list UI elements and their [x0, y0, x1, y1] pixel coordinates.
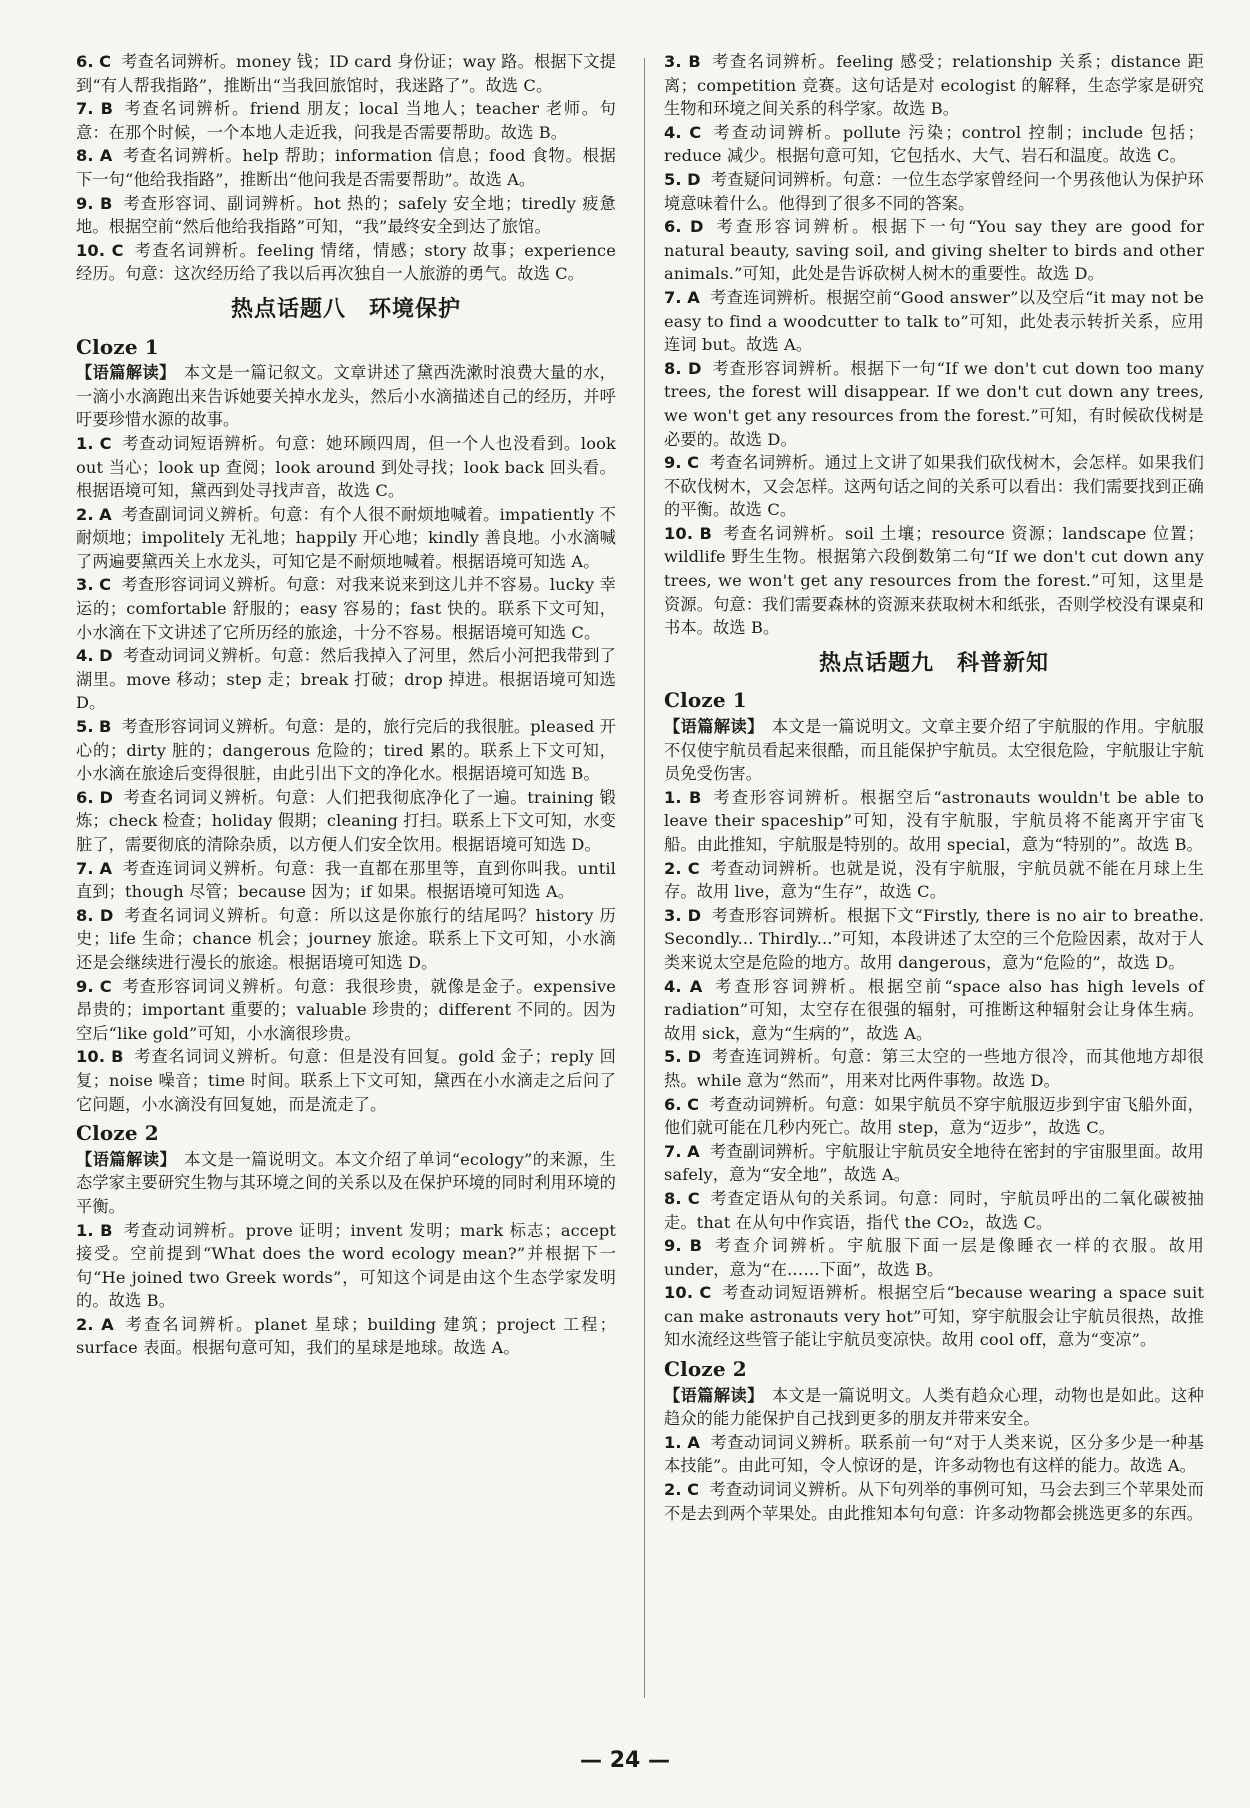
answer-item	[664, 904, 1204, 975]
item-explanation: 考查名词辨析。通过上文讲了如果我们砍伐树木，会怎样。如果我们不砍伐树木，又会怎样。这两句话之间的关系可以看出：我们需要找到正确的平衡。故选 C。	[664, 453, 1204, 520]
item-answer: C	[699, 1283, 712, 1303]
item-number: 6.	[76, 52, 94, 71]
item-answer: D	[99, 905, 114, 925]
item-explanation: 考查连词辨析。句意：第三太空的一些地方很冷，而其他地方却很热。while 意为“然而”，用来对比两件事物。故选 D。	[664, 1047, 1204, 1090]
item-number: 9.	[76, 193, 94, 213]
item-answer: B	[699, 523, 713, 543]
item-number: 10.	[664, 523, 694, 543]
answer-item	[76, 1045, 616, 1116]
answer-item	[664, 522, 1204, 640]
intro-text: 本文是一篇说明文。人类有趋众心理，动物也是如此。这种趋众的能力能保护自己找到更多的朋友并带来安全。	[664, 1385, 1204, 1429]
item-answer: C	[99, 52, 112, 71]
answer-item	[76, 975, 616, 1046]
item-explanation: 考查动词辨析。pollute 污染；control 控制；include 包括；reduce 减少。根据句意可知，它包括水、大气、岩石和温度。故选 C。	[664, 122, 1205, 166]
item-answer: A	[687, 287, 700, 307]
item-number: 8.	[76, 905, 94, 925]
item-number: 8.	[664, 358, 682, 378]
item-explanation: 考查连词辨析。根据空前“Good answer”以及空后“it may not be easy to find a woodcutter to talk to”可知，此处表示转折关系，应用连词 but。故选 A。	[664, 287, 1205, 355]
answer-item	[664, 1431, 1204, 1478]
item-explanation: 考查动词词义辨析。从下句列举的事例可知，马会去到三个苹果处而不是去到两个苹果处。由此推知本句句意：许多动物都会挑选更多的东西。	[664, 1480, 1204, 1523]
item-answer: D	[99, 646, 113, 666]
item-number: 7.	[664, 1141, 682, 1161]
item-answer: A	[687, 1141, 700, 1161]
item-explanation: 考查名词辨析。planet 星球；building 建筑；project 工程；surface 表面。根据句意可知，我们的星球是地球。故选 A。	[76, 1314, 617, 1358]
intro-tag: 【语篇解读】	[664, 1385, 764, 1405]
item-explanation: 考查副词辨析。宇航服让宇航员安全地待在密封的宇宙服里面。故用 safely，意为“安全地”，故选 A。	[664, 1141, 1205, 1185]
item-explanation: 考查疑问词辨析。句意：一位生态学家曾经问一个男孩他认为保护环境意味着什么。他得到了很多不同的答案。	[664, 169, 1205, 213]
item-number: 3.	[664, 905, 682, 925]
answer-item	[76, 144, 616, 191]
answer-item	[76, 644, 616, 715]
item-explanation: 考查动词辨析。也就是说，没有宇航服，宇航员就不能在月球上生存。故用 live，意为“生存”，故选 C。	[664, 858, 1205, 902]
item-number: 5.	[664, 1047, 682, 1067]
item-answer: D	[690, 217, 704, 237]
item-explanation: 考查名词辨析。feeling 感受；relationship 关系；distance 距离；competition 竞赛。这句话是对 ecologist 的解释，生态学家是研究生物和环境之间关系的科学家。故选 B。	[664, 52, 1204, 119]
cloze-heading: Cloze 2	[664, 1357, 747, 1382]
answer-item	[664, 786, 1204, 857]
right-cloze2-items	[664, 1431, 1204, 1525]
topic-title-science: 热点话题九 科普新知	[818, 650, 1049, 676]
item-number: 6.	[664, 217, 682, 237]
item-explanation: 考查副词词义辨析。句意：有个人很不耐烦地喊着。impatiently 不耐烦地；impolitely 无礼地；happily 开心地；kindly 善良地。小水滴喊了两遍要黛西关上水龙头，可知它是不耐烦地喊着。根据语境可知选 A。	[76, 504, 616, 571]
intro-text: 本文是一篇说明文。文章主要介绍了宇航服的作用。宇航服不仅使宇航员看起来很酷，而且能保护宇航员。太空很危险，宇航服让宇航员免受伤害。	[664, 717, 1204, 784]
item-answer: C	[687, 858, 700, 878]
item-answer: D	[687, 358, 702, 378]
item-answer: B	[100, 99, 114, 119]
item-explanation: 考查形容词辨析。根据下一句“If we don't cut down too many trees, the forest will disappear. If we don't cut down any trees, we won't get any resources from the forest.”可知，有时候砍伐树是必要的。故选 D。	[664, 358, 1204, 449]
answer-item	[76, 192, 616, 239]
answer-item	[664, 1478, 1204, 1525]
answer-item	[76, 432, 616, 503]
item-number: 10.	[664, 1283, 694, 1303]
item-explanation: 考查名词辨析。friend 朋友；local 当地人；teacher 老师。句意：在那个时候，一个本地人走近我，问我是否需要帮助。故选 B。	[76, 99, 617, 142]
item-explanation: 考查名词辨析。money 钱；ID card 身份证；way 路。根据下文提到“有人帮我指路”，推断出“当我回旅馆时，我迷路了”。故选 C。	[76, 52, 617, 95]
item-explanation: 考查形容词词义辨析。句意：是的，旅行完后的我很脏。pleased 开心的；dirty 脏的；dangerous 危险的；tired 累的。联系上下文可知，小水滴在旅途后变得很脏，由此引出下文的净化水。根据语境可知选 B。	[76, 717, 617, 784]
item-explanation: 考查名词词义辨析。句意：但是没有回复。gold 金子；reply 回复；noise 噪音；time 时间。联系上下文可知，黛西在小水滴走之后问了它问题，小水滴没有回复她，而是流走了。	[76, 1047, 617, 1114]
answer-item	[76, 1313, 616, 1360]
item-number: 1.	[76, 1220, 94, 1240]
item-answer: C	[687, 1480, 700, 1500]
item-explanation: 考查定语从句的关系词。句意：同时，宇航员呼出的二氧化碳被抽走。that 在从句中作宾语，指代 the CO₂，故选 C。	[664, 1188, 1205, 1232]
item-answer: D	[687, 1047, 702, 1067]
answer-item	[664, 1281, 1204, 1352]
answer-item	[664, 168, 1204, 215]
answer-item	[664, 1234, 1204, 1281]
item-explanation: 考查形容词词义辨析。句意：我很珍贵，就像是金子。expensive 昂贵的；important 重要的；valuable 珍贵的；different 不同的。因为空后“like gold”可知，小水滴很珍贵。	[76, 976, 617, 1043]
cloze-heading: Cloze 1	[664, 688, 747, 713]
item-answer: A	[99, 504, 112, 524]
item-number: 1.	[76, 433, 94, 453]
item-number: 2.	[664, 858, 682, 878]
item-explanation: 考查形容词辨析。根据空前“space also has high levels of radiation”可知，太空存在很强的辐射，可推断这种辐射会让身体生病。故用 sick，意为“生病的”，故选 A。	[664, 976, 1204, 1043]
item-explanation: 考查形容词辨析。根据空后“astronauts wouldn't be able to leave their spaceship”可知，没有宇航服，宇航员将不能离开宇宙飞船。由此推知，宇航服是特别的。故用 special，意为“特别的”。故选 B。	[664, 787, 1205, 854]
answer-item	[664, 451, 1204, 522]
item-number: 3.	[664, 52, 682, 71]
item-number: 9.	[76, 976, 94, 996]
item-explanation: 考查动词词义辨析。句意：然后我掉入了河里，然后小河把我带到了湖里。move 移动；step 走；break 打破；drop 掉进。根据语境可知选 D。	[76, 646, 617, 713]
intro-tag: 【语篇解读】	[76, 1149, 177, 1169]
item-number: 5.	[76, 717, 94, 737]
answer-item	[664, 215, 1204, 286]
item-answer: B	[100, 1220, 113, 1240]
item-number: 2.	[76, 504, 94, 524]
item-number: 9.	[664, 453, 682, 473]
column-divider	[644, 58, 645, 1698]
answer-item	[664, 1045, 1204, 1092]
item-answer: D	[99, 787, 114, 807]
answer-item	[76, 715, 616, 786]
answer-item	[76, 50, 616, 97]
right-column	[664, 50, 1204, 1525]
answer-item	[76, 503, 616, 574]
item-answer: C	[111, 240, 124, 260]
item-answer: C	[689, 122, 702, 142]
item-explanation: 考查动词短语辨析。句意：她环顾四周，但一个人也没看到。look out 当心；look up 查阅；look around 到处寻找；look back 回头看。根据语境可知，黛西到处寻找声音，故选 C。	[76, 433, 616, 501]
topic-title-environment: 热点话题八 环境保护	[230, 296, 461, 322]
item-number: 2.	[76, 1314, 94, 1334]
item-explanation: 考查形容词辨析。根据下文“Firstly, there is no air to breathe. Secondly... Thirdly...”可知，本段讲述了太空的三个危险因素，故对于人类来说太空是危险的地方。故用 dangerous，意为“危险的”，故选 D。	[664, 905, 1205, 972]
cloze-heading: Cloze 2	[76, 1121, 159, 1146]
item-answer: A	[99, 858, 113, 878]
item-answer: B	[688, 52, 701, 71]
item-answer: B	[99, 193, 113, 213]
item-answer: B	[689, 1236, 703, 1256]
item-answer: C	[687, 453, 700, 473]
item-explanation: 考查连词词义辨析。句意：我一直都在那里等，直到你叫我。until 直到；though 尽管；because 因为；if 如果。根据语境可知选 A。	[76, 858, 617, 902]
answer-item	[76, 573, 616, 644]
item-explanation: 考查形容词、副词辨析。hot 热的；safely 安全地；tiredly 疲惫地。根据空前“然后他给我指路”可知，“我”最终安全到达了旅馆。	[76, 193, 617, 237]
item-answer: A	[687, 1432, 701, 1452]
item-answer: B	[689, 787, 702, 807]
item-answer: D	[687, 905, 702, 925]
passage-intro	[664, 1384, 1204, 1431]
item-number: 2.	[664, 1480, 682, 1500]
item-number: 7.	[76, 99, 94, 119]
item-explanation: 考查形容词辨析。根据下一句“You say they are good for natural beauty, saving soil, and giving shelter to birds and other animals.”可知，此处是告诉砍树人树木的重要性。故选 D。	[664, 217, 1204, 284]
left-column	[76, 50, 616, 1360]
answer-item	[664, 1140, 1204, 1187]
answer-item	[664, 286, 1204, 357]
item-answer: C	[687, 1094, 700, 1114]
item-answer: D	[687, 169, 701, 189]
item-answer: B	[99, 717, 112, 737]
item-answer: A	[689, 976, 703, 996]
right-cloze1-items	[664, 786, 1204, 1352]
answer-item	[664, 1093, 1204, 1140]
answer-item	[76, 239, 616, 286]
item-number: 10.	[76, 1047, 106, 1067]
item-explanation: 考查动词辨析。prove 证明；invent 发明；mark 标志；accept 接受。空前提到“What does the word ecology mean?”并根据下一句“He joined two Greek words”，可知这个词是由这个生态学家发明的。故选 B。	[76, 1220, 617, 1311]
item-explanation: 考查介词辨析。宇航服下面一层是像睡衣一样的衣服。故用 under，意为“在……下面”，故选 B。	[664, 1236, 1205, 1279]
answer-item	[664, 357, 1204, 451]
left-cloze1-items	[76, 432, 616, 1116]
right-items-top	[664, 50, 1204, 640]
item-number: 1.	[664, 1432, 682, 1452]
item-number: 7.	[76, 858, 94, 878]
answer-item	[664, 121, 1204, 168]
item-number: 9.	[664, 1236, 682, 1256]
item-answer: B	[111, 1047, 124, 1067]
passage-intro	[664, 715, 1204, 786]
passage-intro	[76, 361, 616, 432]
item-number: 10.	[76, 240, 106, 260]
item-number: 5.	[664, 169, 682, 189]
item-explanation: 考查名词辨析。help 帮助；information 信息；food 食物。根据下一句“他给我指路”，推断出“他问我是否需要帮助”。故选 A。	[76, 146, 617, 189]
item-number: 7.	[664, 287, 682, 307]
item-answer: A	[99, 146, 113, 166]
item-number: 4.	[76, 646, 94, 666]
intro-tag: 【语篇解读】	[664, 717, 764, 737]
page-number: — 24 —	[580, 1748, 670, 1773]
answer-item	[76, 857, 616, 904]
item-explanation: 考查动词短语辨析。根据空后“because wearing a space suit can make astronauts very hot”可知，穿宇航服会让宇航员很热，故推知水流经这些管子能让宇航员变凉快。故用 cool off，意为“变凉”。	[664, 1283, 1204, 1350]
item-answer: C	[99, 976, 112, 996]
passage-intro	[76, 1148, 616, 1219]
answer-item	[664, 50, 1204, 121]
item-explanation: 考查名词辨析。feeling 情绪，情感；story 故事；experience 经历。句意：这次经历给了我以后再次独自一人旅游的勇气。故选 C。	[76, 240, 617, 284]
cloze-heading: Cloze 1	[76, 334, 159, 359]
item-explanation: 考查名词词义辨析。句意：所以这是你旅行的结尾吗？history 历史；life 生命；chance 机会；journey 旅途。联系上下文可知，小水滴还是会继续进行漫长的旅途。根据语境可知选 D。	[76, 905, 617, 972]
item-number: 4.	[664, 976, 682, 996]
item-number: 4.	[664, 122, 682, 142]
item-explanation: 考查名词辨析。soil 土壤；resource 资源；landscape 位置；wildlife 野生生物。根据第六段倒数第二句“If we don't cut down any trees, we won't get any resources from the forest.”可知，这里是资源。句意：我们需要森林的资源来获取树木和纸张，否则学校没有课桌和书本。故选 B。	[664, 523, 1205, 638]
item-answer: C	[99, 433, 112, 453]
item-number: 8.	[664, 1188, 682, 1208]
item-explanation: 考查动词辨析。句意：如果宇航员不穿宇航服迈步到宇宙飞船外面，他们就可能在几秒内死亡。故用 step，意为“迈步”，故选 C。	[664, 1094, 1204, 1138]
item-number: 3.	[76, 575, 94, 595]
left-cloze2-items	[76, 1219, 616, 1361]
item-explanation: 考查形容词词义辨析。句意：对我来说来到这儿并不容易。lucky 幸运的；comfortable 舒服的；easy 容易的；fast 快的。联系下文可知，小水滴在下文讲述了它所历经的旅途，十分不容易。根据语境可知选 C。	[76, 575, 617, 642]
item-answer: C	[99, 575, 112, 595]
answer-item	[76, 1219, 616, 1313]
answer-item	[76, 904, 616, 975]
item-number: 1.	[664, 787, 682, 807]
item-answer: C	[687, 1188, 700, 1208]
answer-item	[664, 1187, 1204, 1234]
intro-text: 本文是一篇说明文。本文介绍了单词“ecology”的来源，生态学家主要研究生物与其环境之间的关系以及在保护环境的同时利用环境的平衡。	[76, 1149, 617, 1216]
answer-item	[664, 975, 1204, 1046]
item-number: 6.	[664, 1094, 682, 1114]
answer-item	[664, 857, 1204, 904]
item-explanation: 考查动词词义辨析。联系前一句“对于人类来说，区分多少是一种基本技能”。由此可知，令人惊讶的是，许多动物也有这样的能力。故选 A。	[664, 1432, 1204, 1476]
answer-item	[76, 97, 616, 144]
item-answer: A	[101, 1314, 114, 1334]
left-items-top	[76, 50, 616, 286]
intro-text: 本文是一篇记叙文。文章讲述了黛西洗漱时浪费大量的水，一滴小水滴跑出来告诉她要关掉水龙头，然后小水滴描述自己的经历，并呼吁要珍惜水源的故事。	[76, 363, 616, 430]
item-number: 8.	[76, 146, 94, 166]
intro-tag: 【语篇解读】	[76, 363, 176, 383]
answer-item	[76, 786, 616, 857]
item-explanation: 考查名词词义辨析。句意：人们把我彻底净化了一遍。training 锻炼；check 检查；holiday 假期；cleaning 打扫。联系上下文可知，水变脏了，需要彻底的清除杂质，以方便人们安全饮用。根据语境可知选 D。	[76, 787, 616, 854]
item-number: 6.	[76, 787, 94, 807]
